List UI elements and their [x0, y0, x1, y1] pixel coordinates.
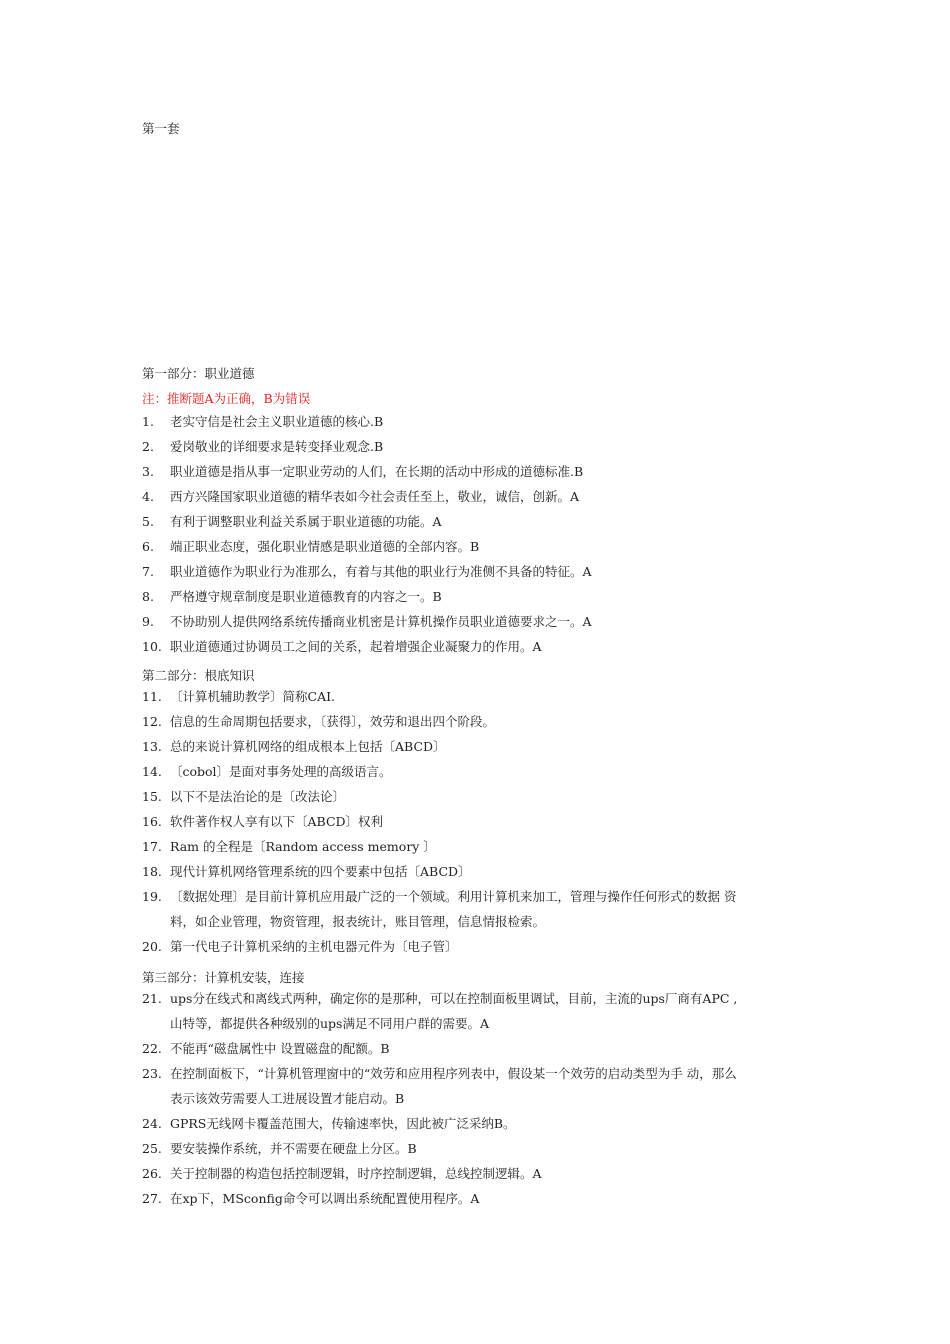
- item-text: 软件著作权人享有以下〔ABCD〕权利: [170, 814, 384, 829]
- item-number: 18.: [142, 864, 162, 879]
- item-text: 有利于调整职业利益关系属于职业道德的功能。A: [170, 514, 442, 529]
- item-text: ups分在线式和离线式两种，确定你的是那种，可以在控制面板里调试，目前，主流的ups厂商有APC ,: [170, 991, 738, 1006]
- item-text: 不协助别人提供网络系统传播商业机密是计算机操作员职业道德要求之一。A: [170, 614, 592, 629]
- list-item: [142, 884, 822, 934]
- item-text: 严格遵守规章制度是职业道德教育的内容之一。B: [170, 589, 442, 604]
- item-text: 在xp下，MSconfig命令可以调出系统配置使用程序。A: [170, 1191, 480, 1206]
- list-item: [142, 1111, 822, 1136]
- list-item: [142, 859, 822, 884]
- list-item: [142, 509, 822, 534]
- item-number: 6.: [142, 539, 154, 554]
- list-item: [142, 986, 822, 1036]
- item-number: 24.: [142, 1116, 162, 1131]
- list-item: [142, 834, 822, 859]
- item-number: 22.: [142, 1041, 162, 1056]
- item-number: 14.: [142, 764, 162, 779]
- item-number: 5.: [142, 514, 154, 529]
- item-text: 〔计算机辅助教学〕简称CAI.: [170, 689, 336, 704]
- list-item: [142, 559, 822, 584]
- list-item: [142, 584, 822, 609]
- list-item: [142, 709, 822, 734]
- item-number: 23.: [142, 1066, 162, 1081]
- list-item: [142, 1061, 822, 1111]
- item-number: 3.: [142, 464, 154, 479]
- item-number: 17.: [142, 839, 162, 854]
- item-number: 11.: [142, 689, 162, 704]
- list-item: [142, 759, 822, 784]
- item-number: 20.: [142, 939, 162, 954]
- item-number: 15.: [142, 789, 162, 804]
- item-number: 9.: [142, 614, 154, 629]
- item-text: 料，如企业管理，物资管理，报表统计，账目管理，信息情报检索。: [170, 914, 546, 929]
- list-item: [142, 809, 822, 834]
- list-item: [142, 459, 822, 484]
- note-text: 注：推断题A为正确，B为错误: [142, 391, 311, 406]
- list-item: [142, 684, 822, 709]
- item-number: 10.: [142, 639, 162, 654]
- item-number: 1.: [142, 414, 154, 429]
- section-heading-part1: 第一部分：职业道德: [142, 366, 255, 381]
- item-number: 26.: [142, 1166, 162, 1181]
- item-text: 信息的生命周期包括要求，〔获得〕，效劳和退出四个阶段。: [170, 714, 496, 729]
- item-text: 现代计算机网络管理系统的四个要素中包括〔ABCD〕: [170, 864, 471, 879]
- item-text: 表示该效劳需要人工进展设置才能启动。B: [170, 1091, 405, 1106]
- item-text: 爱岗敬业的详细要求是转变择业观念.B: [170, 439, 384, 454]
- item-number: 19.: [142, 889, 162, 904]
- item-text: 老实守信是社会主义职业道德的核心.B: [170, 414, 384, 429]
- item-text: 在控制面板下，“计算机管理窗中的“效劳和应用程序列表中，假设某一个效劳的启动类型为手 动，那么: [170, 1066, 737, 1081]
- section-heading-part3: 第三部分：计算机安装，连接: [142, 970, 305, 985]
- item-text: 总的来说计算机网络的组成根本上包括〔ABCD〕: [170, 739, 446, 754]
- section-heading-part2: 第二部分：根底知识: [142, 668, 255, 683]
- list-item: [142, 784, 822, 809]
- item-text: 职业道德作为职业行为准那么，有着与其他的职业行为准侧不具备的特征。A: [170, 564, 592, 579]
- list-item: [142, 434, 822, 459]
- list-item: [142, 1136, 822, 1161]
- item-text: 〔数据处理〕是目前计算机应用最广泛的一个领域。利用计算机来加工，管理与操作任何形式的数据 资: [170, 889, 737, 904]
- item-text: Ram 的全程是〔Random access memory 〕: [170, 839, 436, 854]
- item-number: 2.: [142, 439, 154, 454]
- item-text: 西方兴隆国家职业道德的精华表如今社会责任至上，敬业，诚信，创新。A: [170, 489, 580, 504]
- list-item: [142, 409, 822, 434]
- list-item: [142, 1161, 822, 1186]
- item-number: 21.: [142, 991, 162, 1006]
- item-text: 关于控制器的构造包括控制逻辑，时序控制逻辑，总线控制逻辑。A: [170, 1166, 542, 1181]
- list-item: [142, 734, 822, 759]
- item-number: 16.: [142, 814, 162, 829]
- item-number: 25.: [142, 1141, 162, 1156]
- item-number: 7.: [142, 564, 154, 579]
- list-item: [142, 609, 822, 634]
- item-number: 12.: [142, 714, 162, 729]
- item-text: 不能再“磁盘属性中 设置磁盘的配额。B: [170, 1041, 390, 1056]
- item-text: 第一代电子计算机采纳的主机电器元件为〔电子管〕: [170, 939, 458, 954]
- list-item: [142, 934, 822, 959]
- item-text: 职业道德是指从事一定职业劳动的人们，在长期的活动中形成的道德标准.B: [170, 464, 584, 479]
- list-item: [142, 484, 822, 509]
- doc-title: 第一套: [142, 121, 180, 136]
- item-text: GPRS无线网卡覆盖范围大，传输速率快，因此被广泛采纳B。: [170, 1116, 516, 1131]
- item-text: 〔cobol〕是面对事务处理的高级语言。: [170, 764, 392, 779]
- item-text: 要安装操作系统，并不需要在硬盘上分区。B: [170, 1141, 417, 1156]
- item-number: 27.: [142, 1191, 162, 1206]
- list-item: [142, 634, 822, 659]
- item-number: 13.: [142, 739, 162, 754]
- item-text: 端正职业态度，强化职业情感是职业道德的全部内容。B: [170, 539, 480, 554]
- item-text: 职业道德通过协调员工之间的关系，起着增强企业凝聚力的作用。A: [170, 639, 542, 654]
- item-number: 8.: [142, 589, 154, 604]
- item-text: 以下不是法治论的是〔改法论〕: [170, 789, 346, 804]
- item-text: 山特等，都提供各种级别的ups满足不同用户群的需要。A: [170, 1016, 489, 1031]
- list-item: [142, 534, 822, 559]
- list-item: [142, 1036, 822, 1061]
- list-item: [142, 1186, 822, 1211]
- item-number: 4.: [142, 489, 154, 504]
